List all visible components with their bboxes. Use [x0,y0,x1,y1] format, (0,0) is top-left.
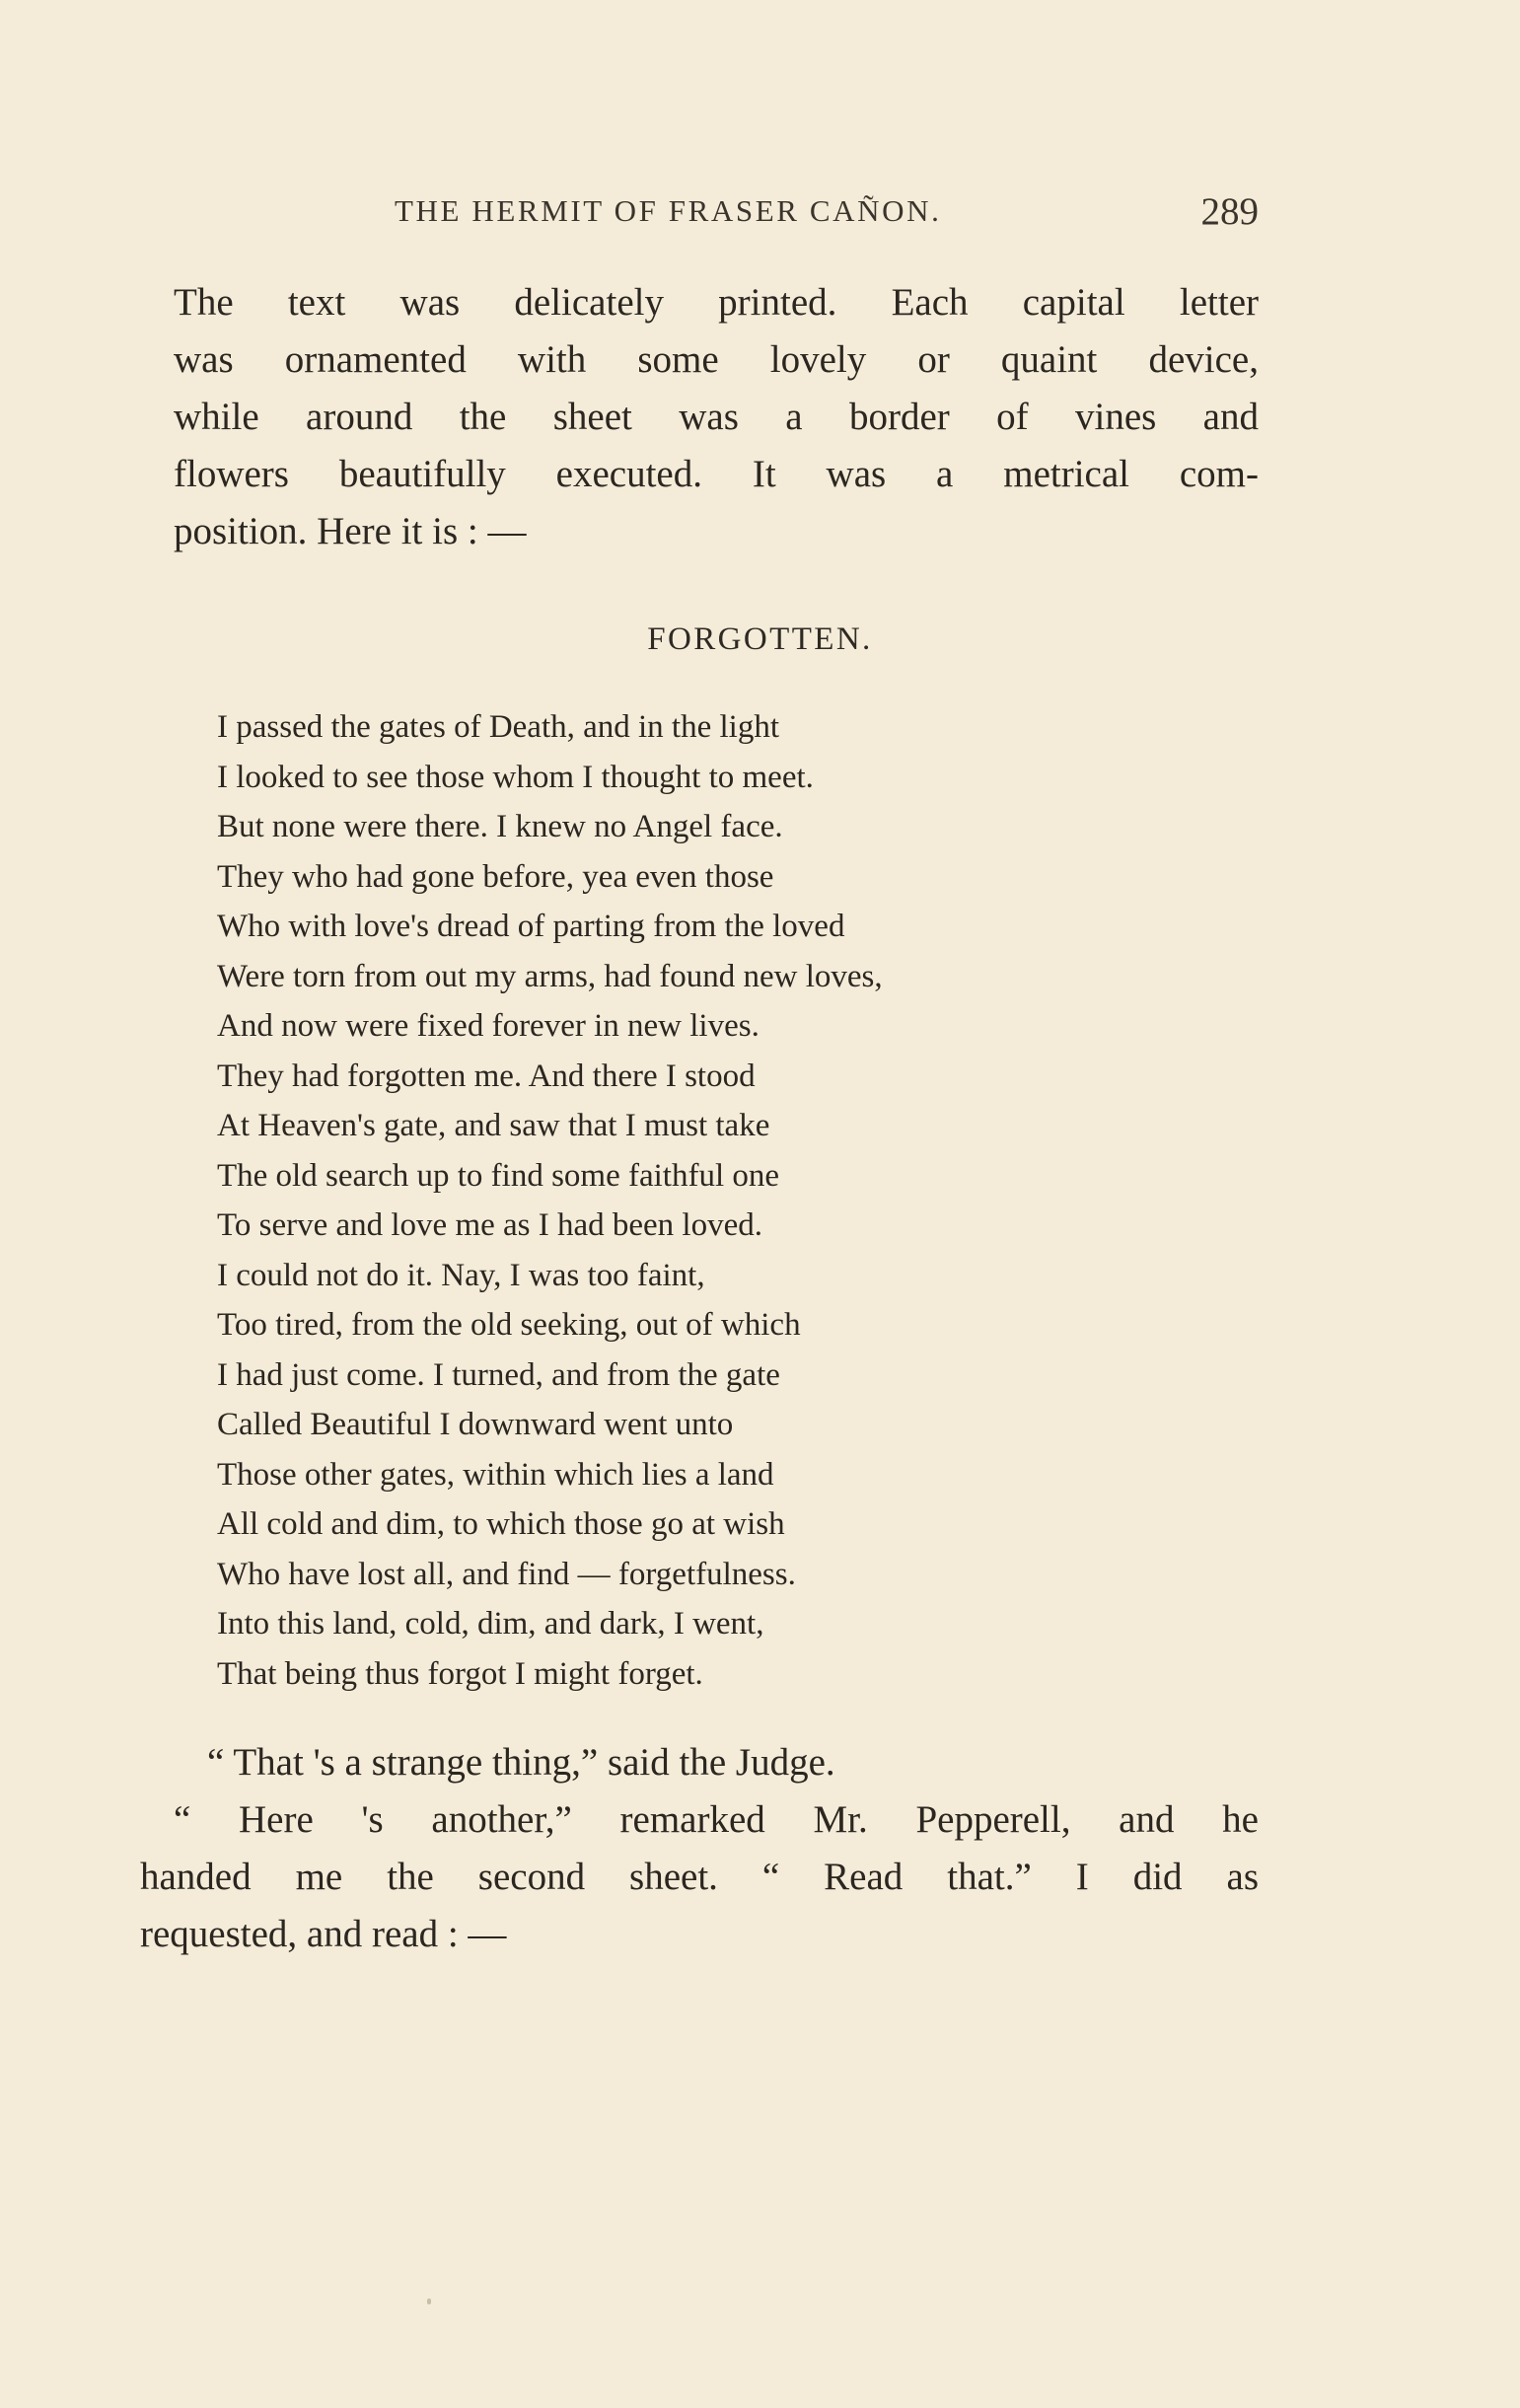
running-title: THE HERMIT OF FRASER CAÑON. [395,193,942,228]
paragraph-line: requested, and read : — [140,1913,507,1955]
closing-paragraph-judge [174,1734,1259,1791]
poem-line: I passed the gates of Death, and in the light [217,709,780,745]
poem-line: They who had gone before, yea even those [217,858,774,895]
poem-line: That being thus forgot I might forget. [217,1655,703,1692]
poem-line: Into this land, cold, dim, and dark, I went, [217,1606,764,1642]
paper-speck [427,2299,431,2304]
poem-line: I had just come. I turned, and from the gate [217,1356,780,1393]
poem-line: Called Beautiful I downward went unto [217,1407,734,1442]
paragraph-line: “ That 's a strange thing,” said the Judge. [207,1741,835,1784]
paragraph-line: “ Here 's another,” remarked Mr. Pepperell, and he [174,1798,1259,1841]
poem-line: Those other gates, within which lies a land [217,1456,774,1493]
paragraph-line: flowers beautifully executed. It was a metrical com- [174,453,1259,495]
poem-line: All cold and dim, to which those go at wish [217,1506,785,1542]
poem-line: Too tired, from the old seeking, out of which [217,1307,801,1343]
poem-line: Who have lost all, and find — forgetfulness. [217,1556,796,1592]
page-number: 289 [1200,190,1259,233]
closing-paragraph-pepperell [140,1791,1259,1963]
opening-paragraph [174,274,1259,560]
poem-line: But none were there. I knew no Angel face. [217,809,783,844]
poem-line: Who with love's dread of parting from the loved [217,909,845,944]
poem-line: And now were fixed forever in new lives. [217,1008,760,1044]
poem-line: At Heaven's gate, and saw that I must take [217,1108,770,1143]
poem-line: Were torn from out my arms, had found new loves, [217,958,883,994]
poem-line: The old search up to find some faithful one [217,1157,780,1194]
poem [217,702,1253,1699]
paragraph-line: The text was delicately printed. Each capital letter [174,281,1259,324]
paragraph-line: position. Here it is : — [174,510,527,552]
poem-line: They had forgotten me. And there I stood [217,1058,756,1094]
poem-title: FORGOTTEN. [647,621,873,657]
poem-line: To serve and love me as I had been loved. [217,1207,762,1243]
paragraph-line: while around the sheet was a border of vines and [174,396,1259,438]
poem-line: I could not do it. Nay, I was too faint, [217,1257,705,1293]
paragraph-line: handed me the second sheet. “ Read that.” I did as [140,1856,1259,1898]
paragraph-line: was ornamented with some lovely or quaint device, [174,338,1259,381]
running-head [174,190,1259,239]
poem-line: I looked to see those whom I thought to meet. [217,759,814,795]
